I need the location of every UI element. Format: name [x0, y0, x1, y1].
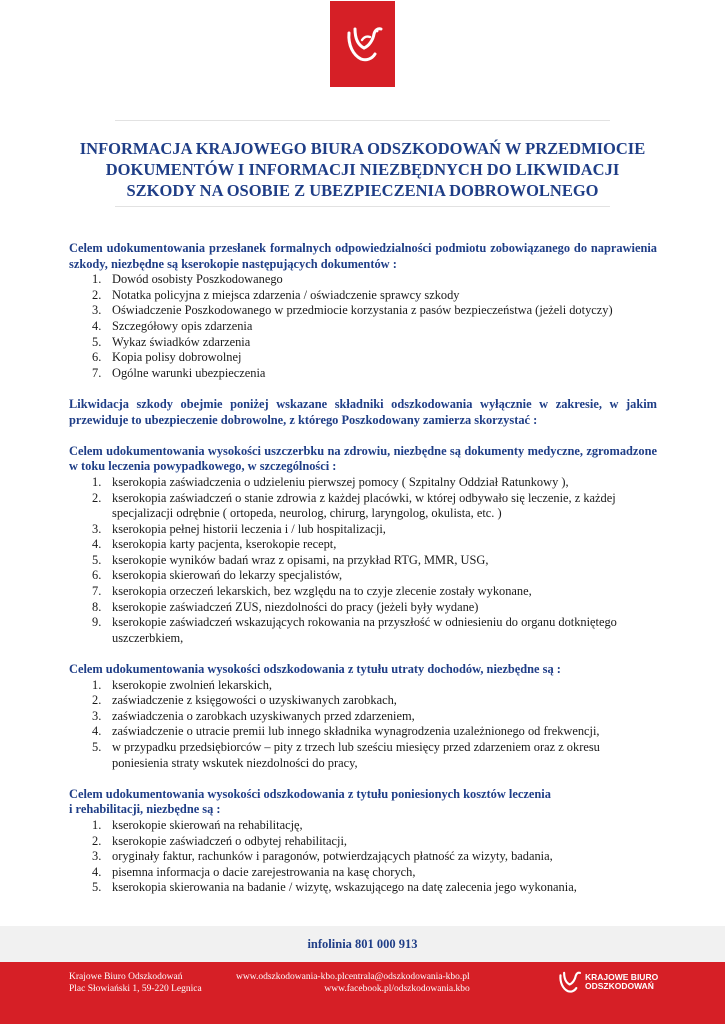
list-number: 1.	[92, 474, 102, 489]
list-number: 2.	[92, 287, 102, 302]
list-text: Ogólne warunki ubezpieczenia	[112, 365, 266, 380]
list-number: 6.	[92, 568, 102, 583]
list-text: zaświadczenie o utracie premii lub innego składnika wynagrodzenia uzależnionego od frekwencji,	[112, 724, 600, 739]
list-item	[69, 272, 657, 288]
section-heading-treatment-costs	[69, 787, 657, 818]
list-text: Kopia polisy dobrowolnej	[112, 350, 242, 365]
footer-contacts	[236, 971, 470, 995]
list-item	[69, 522, 657, 538]
list-number: 7.	[92, 365, 102, 380]
list-number: 8.	[92, 599, 102, 614]
list-text: kserokopia skierowania na badanie / wizytę, wskazującego na datę zalecenia jego wykonania,	[112, 880, 577, 895]
list-text: kserokopie zwolnień lekarskich,	[112, 677, 272, 692]
list-item	[69, 537, 657, 553]
section-heading-medical-documents: Celem udokumentowania wysokości uszczerbku na zdrowiu, niezbędne są dokumenty medyczne, zgromadzone w toku leczenia powypadkowego, w szczególności :	[69, 443, 657, 474]
medical-documents-list	[69, 475, 657, 647]
list-number: 3.	[92, 708, 102, 723]
heading-line: Celem udokumentowania wysokości odszkodowania z tytułu poniesionych kosztów leczenia	[69, 786, 551, 801]
list-text: kserokopia zaświadczeń o stanie zdrowia z każdej placówki, w której odbywało się leczenie, z każdej specjalizacji odrębnie ( ortopeda, neurolog, chirurg, laryngolog, okulista, etc. )	[112, 490, 616, 521]
list-text: Oświadczenie Poszkodowanego w przedmiocie korzystania z pasów bezpieczeństwa (jeżeli dotyczy)	[112, 303, 613, 318]
list-text: zaświadczenie z księgowości o uzyskiwanych zarobkach,	[112, 693, 397, 708]
section-heading-formal-documents: Celem udokumentowania przesłanek formalnych odpowiedzialności podmiotu zobowiązanego do naprawienia szkody, niezbędne są kserokopie następujących dokumentów :	[69, 241, 657, 271]
title-line: SZKODY NA OSOBIE Z UBEZPIECZENIA DOBROWOLNEGO	[126, 181, 599, 200]
list-number: 2.	[92, 693, 102, 708]
list-number: 3.	[92, 849, 102, 864]
list-text: kserokopia orzeczeń lekarskich, bez względu na to czyje zlecenie zostały wykonane,	[112, 584, 532, 599]
list-number: 5.	[92, 334, 102, 349]
list-number: 5.	[92, 740, 102, 754]
footer	[0, 962, 725, 1024]
list-item	[69, 568, 657, 584]
list-number: 2.	[92, 490, 102, 505]
list-number: 4.	[92, 864, 102, 879]
list-number: 3.	[92, 303, 102, 318]
formal-documents-list	[69, 272, 657, 381]
divider	[115, 206, 610, 207]
list-item	[69, 600, 657, 616]
list-item	[69, 880, 657, 896]
list-item	[69, 834, 657, 850]
list-text: Notatka policyjna z miejsca zdarzenia / oświadczenie sprawcy szkody	[112, 287, 460, 302]
title-line: INFORMACJA KRAJOWEGO BIURA ODSZKODOWAŃ W PRZEDMIOCIE	[79, 139, 646, 158]
list-number: 4.	[92, 318, 102, 333]
footer-address	[69, 971, 202, 995]
list-number: 6.	[92, 350, 102, 365]
footer-logo	[556, 968, 658, 996]
brand-line: ODSZKODOWAŃ	[585, 981, 654, 991]
list-item	[69, 303, 657, 319]
heading-line: i rehabilitacji, niezbędne są :	[69, 802, 221, 817]
list-item	[69, 475, 657, 491]
list-text: Dowód osobisty Poszkodowanego	[112, 272, 283, 287]
list-item	[69, 319, 657, 335]
list-item	[69, 615, 657, 646]
list-text: w przypadku przedsiębiorców – pity z trzech lub sześciu miesięcy przed zdarzeniem oraz z okresu poniesienia straty wskutek niezdolności do pracy,	[112, 740, 600, 770]
list-number: 7.	[92, 584, 102, 599]
lost-income-list	[69, 678, 657, 772]
bird-logo-icon	[342, 21, 384, 67]
logo	[330, 1, 395, 87]
list-item	[69, 584, 657, 600]
list-text: zaświadczenia o zarobkach uzyskiwanych przed zdarzeniem,	[112, 708, 415, 723]
bird-logo-icon	[556, 968, 582, 996]
list-item	[69, 366, 657, 382]
list-number: 1.	[92, 677, 102, 692]
list-number: 1.	[92, 272, 102, 287]
page-title	[40, 138, 685, 201]
section-heading-scope: Likwidacja szkody obejmie poniżej wskazane składniki odszkodowania wyłącznie w zakresie, w jakim przewiduje to ubezpieczenie dobrowolne, z którego Poszkodowany zamierza skorzystać :	[69, 396, 657, 427]
list-number: 9.	[92, 615, 102, 630]
list-text: kserokopia pełnej historii leczenia i / lub hospitalizacji,	[112, 521, 386, 536]
list-text: kserokopia skierowań do lekarzy specjalistów,	[112, 568, 343, 583]
list-text: kserokopie wyników badań wraz z opisami, na przykład RTG, MMR, USG,	[112, 552, 489, 567]
footer-facebook-link[interactable]: www.facebook.pl/odszkodowania.kbo	[324, 984, 470, 994]
footer-brand-name	[585, 973, 658, 992]
section-heading-lost-income: Celem udokumentowania wysokości odszkodowania z tytułu utraty dochodów, niezbędne są :	[69, 662, 561, 677]
list-number: 5.	[92, 552, 102, 567]
list-number: 1.	[92, 817, 102, 832]
list-item	[69, 288, 657, 304]
infoline-text: infolinia 801 000 913	[307, 936, 418, 951]
list-item	[69, 350, 657, 366]
list-item	[69, 865, 657, 881]
list-number: 3.	[92, 521, 102, 536]
list-text: oryginały faktur, rachunków i paragonów, potwierdzających płatność za wizyty, badania,	[112, 849, 553, 864]
list-text: kserokopia karty pacjenta, kserokopie recept,	[112, 537, 337, 552]
list-item	[69, 553, 657, 569]
footer-company: Krajowe Biuro Odszkodowań	[69, 972, 183, 982]
list-number: 5.	[92, 880, 102, 895]
footer-web-email-link[interactable]: www.odszkodowania-kbo.plcentrala@odszkodowania-kbo.pl	[236, 972, 470, 982]
brand-line: KRAJOWE BIURO	[585, 971, 659, 982]
list-text: kserokopie zaświadczeń o odbytej rehabilitacji,	[112, 833, 347, 848]
list-text: Wykaz świadków zdarzenia	[112, 334, 251, 349]
list-text: kserokopia zaświadczenia o udzieleniu pierwszej pomocy ( Szpitalny Oddział Ratunkowy ),	[112, 474, 569, 489]
infoline-band	[0, 926, 725, 962]
treatment-costs-list	[69, 818, 657, 896]
list-text: kserokopie zaświadczeń ZUS, niezdolności do pracy (jeżeli były wydane)	[112, 599, 479, 614]
list-item	[69, 818, 657, 834]
list-text: Szczegółowy opis zdarzenia	[112, 318, 253, 333]
document-body	[69, 241, 657, 896]
list-text: pisemna informacja o dacie zarejestrowania na kasę chorych,	[112, 864, 416, 879]
list-number: 4.	[92, 724, 102, 739]
list-number: 2.	[92, 833, 102, 848]
list-text: kserokopie zaświadczeń wskazujących rokowania na przyszłość w odniesieniu do organu dotkniętego uszczerbkiem,	[112, 615, 617, 645]
list-item	[69, 678, 657, 694]
title-line: DOKUMENTÓW I INFORMACJI NIEZBĘDNYCH DO LIKWIDACJI	[105, 160, 620, 179]
list-text: kserokopie skierowań na rehabilitację,	[112, 817, 303, 832]
list-item	[69, 724, 657, 740]
footer-street: Plac Słowiański 1, 59-220 Legnica	[69, 984, 202, 994]
list-item	[69, 740, 657, 771]
list-item	[69, 709, 657, 725]
divider	[115, 120, 610, 121]
list-item	[69, 693, 657, 709]
list-item	[69, 335, 657, 351]
list-number: 4.	[92, 537, 102, 552]
list-item	[69, 491, 657, 522]
list-item	[69, 849, 657, 865]
